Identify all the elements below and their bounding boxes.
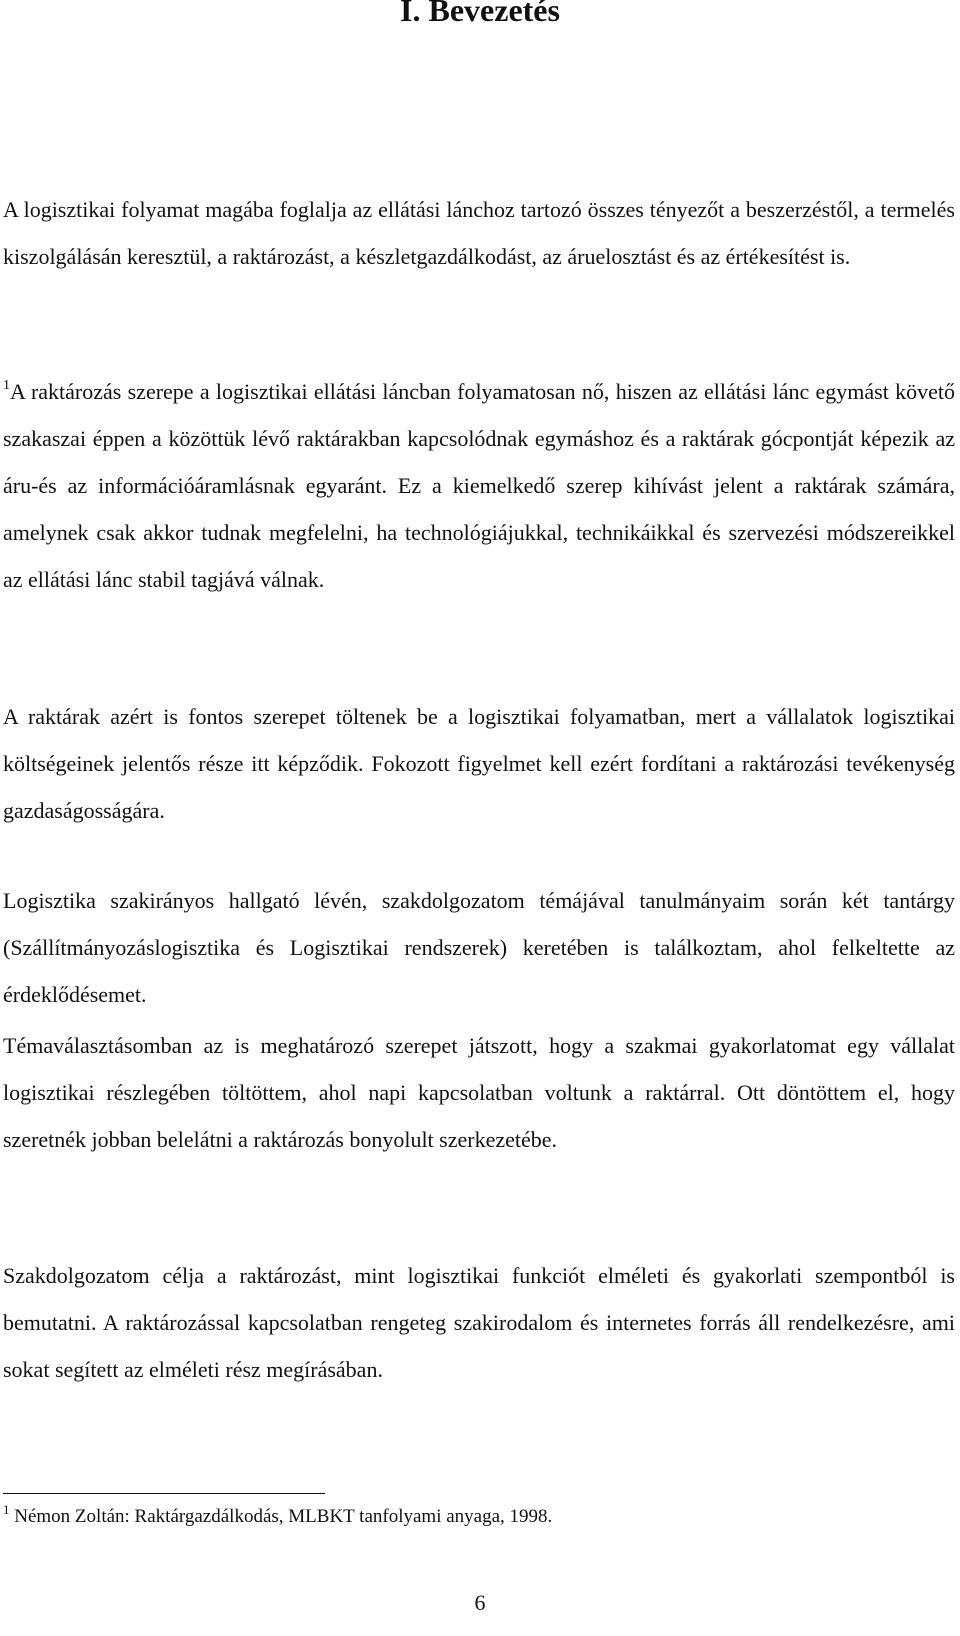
page-number: 6 xyxy=(474,1590,486,1615)
paragraph-text: A raktározás szerepe a logisztikai ellátási láncban folyamatosan nő, hiszen az ellátási lánc egymást követő szakaszai éppen a közöttük lévő raktárakban kapcsolódnak egymáshoz és a raktárak gócpontját képezik az áru-és az információáramlásnak egyaránt. Ez a kiemelkedő szerep kihívást jelent a raktárak számára, amelynek csak akkor tudnak megfelelni, ha technológiájukkal, technikáikkal és szervezési módszereikkel az ellátási lánc stabil tagjává válnak. xyxy=(3,379,955,592)
paragraph-warehousing-role xyxy=(3,368,955,603)
footnote xyxy=(3,1501,955,1533)
page-title: I. Bevezetés xyxy=(400,0,560,28)
paragraph-thesis-goal: Szakdolgozatom célja a raktározást, mint logisztikai funkciót elméleti és gyakorlati szempontból is bemutatni. A raktározással kapcsolatban rengeteg szakirodalom és internetes forrás áll rendelkezésre, ami sokat segített az elméleti rész megírásában. xyxy=(3,1263,955,1382)
footnote-text: Némon Zoltán: Raktárgazdálkodás, MLBKT tanfolyami anyaga, 1998. xyxy=(9,1506,553,1527)
paragraph-logistics-definition: A logisztikai folyamat magába foglalja az ellátási lánchoz tartozó összes tényezőt a beszerzéstől, a termelés kiszolgálásán keresztül, a raktározást, a készletgazdálkodást, az áruelosztást és az értékesítést is. xyxy=(3,197,955,269)
paragraph-topic-choice: Témaválasztásomban az is meghatározó szerepet játszott, hogy a szakmai gyakorlatomat egy vállalat logisztikai részlegében töltöttem, ahol napi kapcsolatban voltunk a raktárral. Ott döntöttem el, hogy szeretnék jobban belelátni a raktározás bonyolult szerkezetébe. xyxy=(3,1033,955,1152)
footnote-reference: 1 xyxy=(3,378,10,393)
footnote-marker: 1 xyxy=(3,1502,10,1517)
paragraph-warehouse-costs: A raktárak azért is fontos szerepet töltenek be a logisztikai folyamatban, mert a vállalatok logisztikai költségeinek jelentős része itt képződik. Fokozott figyelmet kell ezért fordítani a raktározási tevékenység gazdaságosságára. xyxy=(3,704,955,823)
paragraph-student-background: Logisztika szakirányos hallgató lévén, szakdolgozatom témájával tanulmányaim során két tantárgy (Szállítmányozáslogisztika és Logisztikai rendszerek) keretében is találkoztam, ahol felkeltette az érdeklődésemet. xyxy=(3,888,955,1007)
footnote-separator xyxy=(3,1493,325,1494)
